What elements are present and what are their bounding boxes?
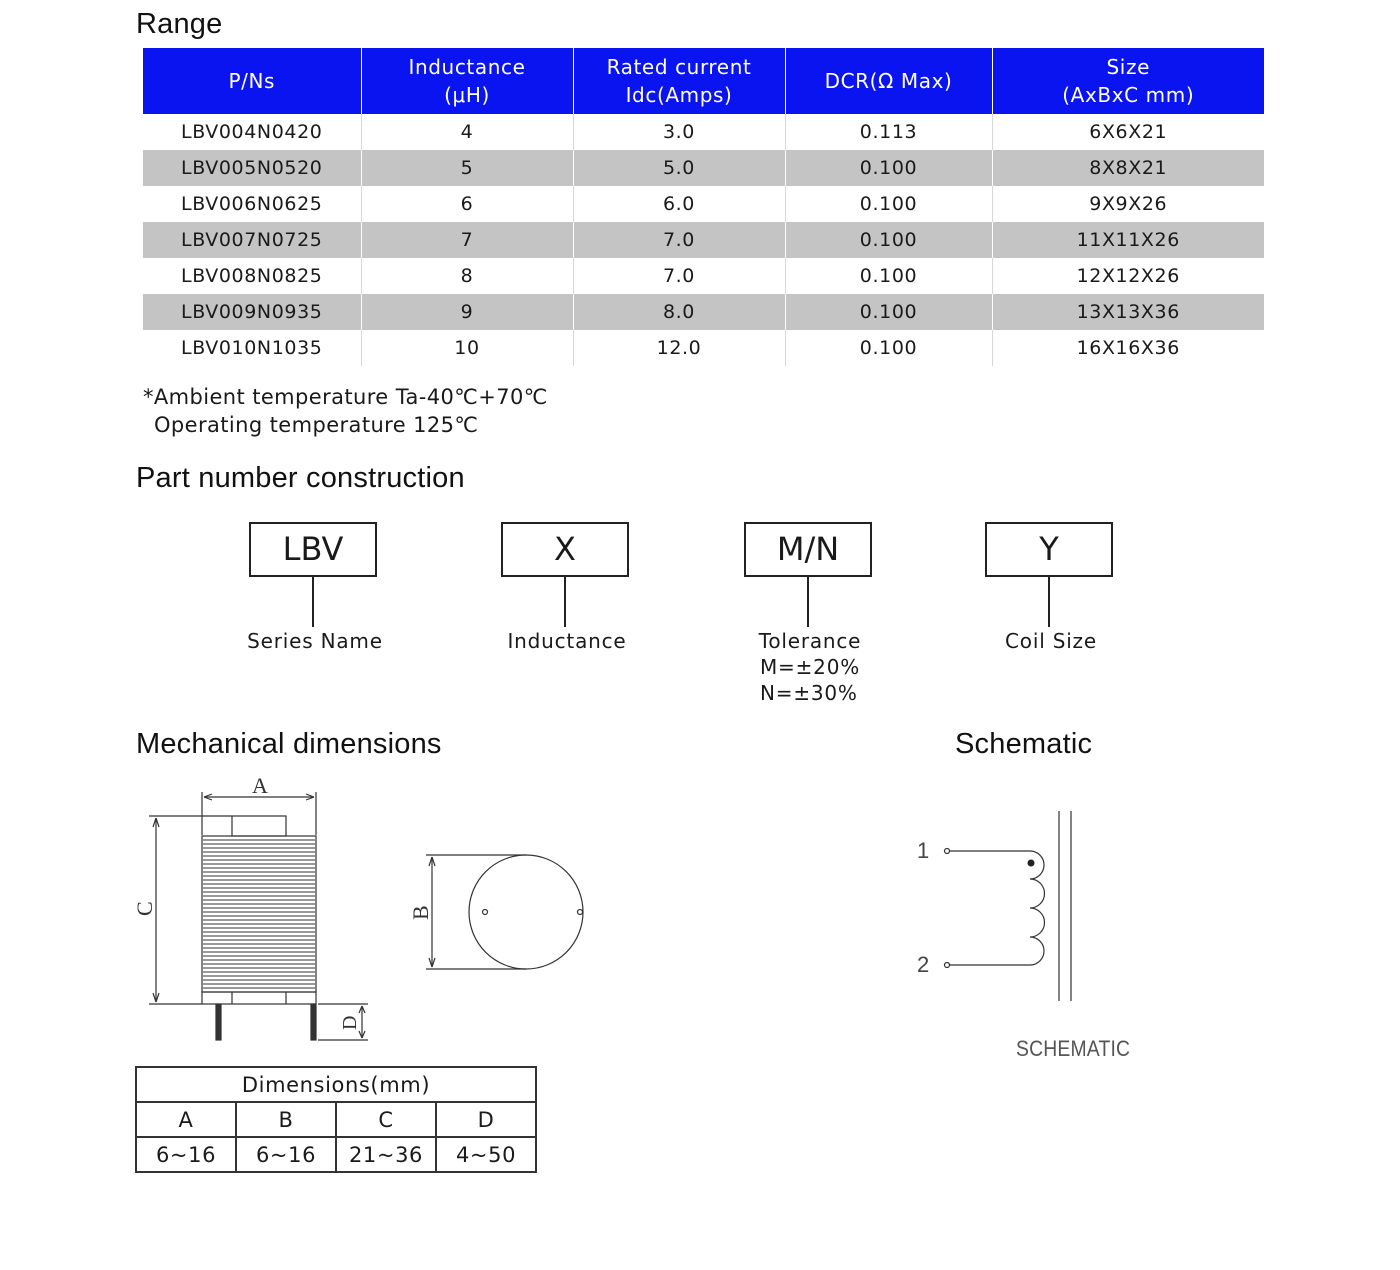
dim-label-a: A — [252, 773, 268, 798]
col-header-inductance: Inductance (μH) — [361, 48, 573, 114]
part-number-heading: Part number construction — [136, 462, 465, 494]
dim-value-d: 4~50 — [436, 1137, 536, 1172]
table-row — [136, 1102, 536, 1137]
pin1-terminal-icon — [945, 849, 950, 854]
dim-value-c: 21~36 — [336, 1137, 436, 1172]
part-label: Tolerance — [758, 629, 862, 653]
cell-pn: LBV009N0935 — [143, 294, 361, 330]
range-heading: Range — [136, 8, 223, 40]
cell-current: 8.0 — [573, 294, 785, 330]
cell-current: 5.0 — [573, 150, 785, 186]
cell-inductance: 6 — [361, 186, 573, 222]
cell-size: 11X11X26 — [992, 222, 1264, 258]
col-header-dcr: DCR(Ω Max) — [785, 48, 992, 114]
coil-icon — [1030, 851, 1045, 965]
cell-size: 12X12X26 — [992, 258, 1264, 294]
cell-pn: LBV004N0420 — [181, 121, 323, 143]
part-label: Inductance — [507, 629, 627, 653]
cell-inductance: 7 — [361, 222, 573, 258]
cell-inductance: 5 — [361, 150, 573, 186]
cell-pn: LBV006N0625 — [181, 193, 323, 215]
cell-pn: LBV008N0825 — [181, 265, 323, 287]
cell-dcr: 0.100 — [785, 186, 992, 222]
dim-header-c: C — [336, 1102, 436, 1137]
table-row — [136, 1067, 536, 1102]
ambient-temperature-note: *Ambient temperature Ta-40℃+70℃ — [143, 385, 548, 409]
cell-current: 7.0 — [573, 222, 785, 258]
dimensions-table — [135, 1066, 537, 1173]
cell-pn: LBV005N0520 — [143, 150, 361, 186]
cell-current: 3.0 — [573, 114, 785, 150]
cell-pn: LBV010N1035 — [181, 337, 323, 359]
dim-header-d: D — [436, 1102, 536, 1137]
cell-size: 16X16X36 — [992, 330, 1264, 366]
col-header-size: Size (AxBxC mm) — [992, 48, 1264, 114]
cell-size: 6X6X21 — [992, 114, 1264, 150]
inductor-side-view — [149, 792, 368, 1040]
cell-size: 9X9X26 — [992, 186, 1264, 222]
cell-size: 8X8X21 — [992, 150, 1264, 186]
dim-value-b: 6~16 — [236, 1137, 336, 1172]
cell-dcr: 0.113 — [785, 114, 992, 150]
part-code-box: Y — [985, 522, 1113, 577]
col-header-pns: P/Ns — [143, 48, 361, 114]
inductor-top-view — [426, 855, 583, 969]
inductor-schematic — [945, 811, 1072, 1001]
part-code-box: LBV — [249, 522, 377, 577]
part-code-box: M/N — [744, 522, 872, 577]
cell-current: 6.0 — [573, 186, 785, 222]
cell-inductance: 8 — [361, 258, 573, 294]
dim-value-a: 6~16 — [136, 1137, 236, 1172]
tolerance-n: N=±30% — [760, 681, 858, 705]
cell-inductance: 4 — [361, 114, 573, 150]
cell-inductance: 9 — [361, 294, 573, 330]
cell-dcr: 0.100 — [785, 258, 992, 294]
pin1-label: 1 — [917, 838, 930, 863]
table-row — [136, 1137, 536, 1172]
pin2-terminal-icon — [945, 963, 950, 968]
dim-label-b: B — [408, 905, 433, 920]
tolerance-m: M=±20% — [760, 655, 861, 679]
cell-dcr: 0.100 — [785, 294, 992, 330]
col-header-rated-current: Rated current Idc(Amps) — [573, 48, 785, 114]
schematic-heading: Schematic — [955, 728, 1093, 760]
dim-label-c: C — [132, 901, 157, 916]
operating-temperature-note: Operating temperature 125℃ — [154, 413, 479, 437]
dimensions-title: Dimensions(mm) — [136, 1067, 536, 1102]
part-label: Series Name — [247, 629, 383, 653]
cell-dcr: 0.100 — [785, 330, 992, 366]
cell-dcr: 0.100 — [785, 150, 992, 186]
mechanical-heading: Mechanical dimensions — [136, 728, 442, 760]
part-code-box: X — [501, 522, 629, 577]
pin2-label: 2 — [917, 952, 930, 977]
dim-header-a: A — [136, 1102, 236, 1137]
cell-inductance: 10 — [361, 330, 573, 366]
cell-current: 7.0 — [573, 258, 785, 294]
cell-dcr: 0.100 — [785, 222, 992, 258]
cell-current: 12.0 — [573, 330, 785, 366]
schematic-caption: SCHEMATIC — [1016, 1036, 1131, 1061]
winding-lines — [203, 840, 315, 988]
polarity-dot-icon — [1028, 860, 1035, 867]
part-label: Coil Size — [1005, 629, 1097, 653]
dim-header-b: B — [236, 1102, 336, 1137]
cell-size: 13X13X36 — [992, 294, 1264, 330]
dim-label-d: D — [339, 1015, 361, 1030]
cell-pn: LBV007N0725 — [143, 222, 361, 258]
